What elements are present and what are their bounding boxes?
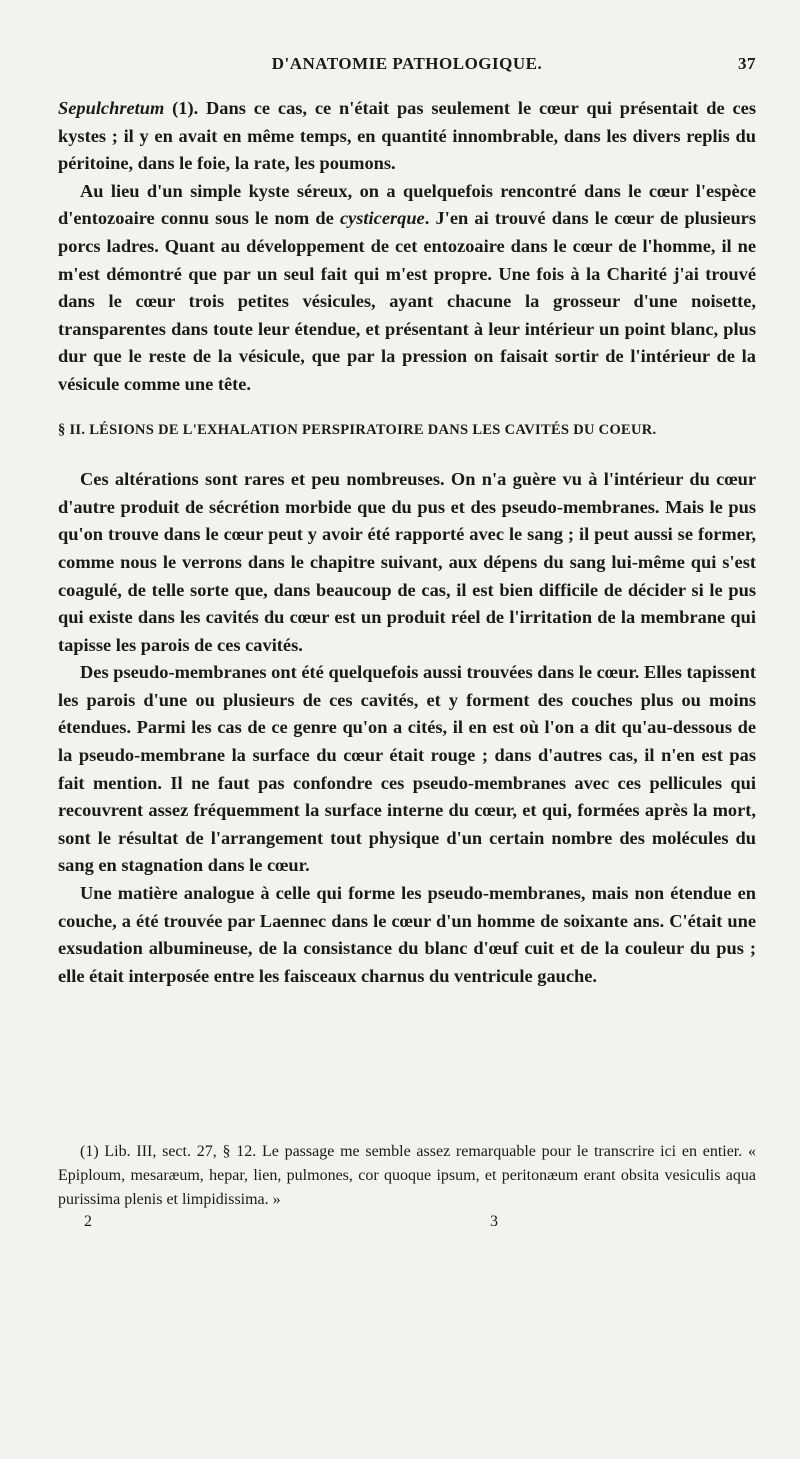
paragraph-2: [58, 178, 756, 399]
paragraph-1: [58, 95, 756, 178]
page-number: 37: [738, 54, 756, 73]
paragraph-1-text: (1). Dans ce cas, ce n'était pas seulement le cœur qui présentait de ces kystes ; il y en avait en même temps, en quantité innombrable, dans les divers replis du péritoine, dans le foie, la rate, les poumons.: [58, 98, 756, 174]
paragraph-3: Ces altérations sont rares et peu nombreuses. On n'a guère vu à l'intérieur du cœur d'autre produit de sécrétion morbide que du pus et des pseudo-membranes. Mais le pus qu'on trouve dans le cœur peut y avoir été rapporté avec le sang ; il peut aussi se former, comme nous le verrons dans le chapitre suivant, aux dépens du sang lui-même qui s'est coagulé, de telle sorte que, dans beaucoup de cas, il est bien difficile de décider si le pus qui existe dans les cavités du cœur est un produit réel de l'irritation de la membrane qui tapisse les parois de ces cavités.: [58, 469, 756, 655]
paragraph-2-end: . J'en ai trouvé dans le cœur de plusieurs porcs ladres. Quant au développement de cet entozoaire dans le cœur de l'homme, il ne m'est démontré que par un seul fait qui m'est propre. Une fois à la Charité j'ai trouvé dans le cœur trois petites vésicules, ayant chacune la grosseur d'une noisette, transparentes dans toute leur étendue, et présentant à leur intérieur un point blanc, plus dur que le reste de la vésicule, que par la pression on faisait sortir de l'intérieur de la vésicule comme une tête.: [58, 208, 756, 394]
running-title: D'ANATOMIE PATHOLOGIQUE.: [271, 54, 543, 73]
paragraph-2-start: Au lieu d'un simple kyste séreux, on a quelquefois rencontré dans le cœur l'espèce d'entozoaire connu sous le nom de: [58, 180, 756, 229]
footnote-text: (1) Lib. III, sect. 27, § 12. Le passage me semble assez remarquable pour le transcrire ici en entier. « Epiploum, mesaræum, hepar, lien, pulmones, cor quoque ipsum, et peritonæum erant obsita vesiculis aqua purissima plenis et limpidissima. »: [58, 1143, 756, 1208]
paragraph-2-term: cysticerque: [339, 208, 425, 229]
signature-left: 2: [84, 1213, 92, 1230]
paragraph-5: Une matière analogue à celle qui forme les pseudo-membranes, mais non étendue en couche, a été trouvée par Laennec dans le cœur d'un homme de soixante ans. C'était une exsudation albumineuse, de la consistance du blanc d'œuf cuit et de la couleur du pus ; elle était interposée entre les faisceaux charnus du ventricule gauche.: [58, 883, 756, 986]
paragraph-4: Des pseudo-membranes ont été quelquefois aussi trouvées dans le cœur. Elles tapissent les parois d'une ou plusieurs de ces cavités, et y forment des couches plus ou moins étendues. Parmi les cas de ce genre qu'on a cités, il en est où l'on a dit qu'au-dessous de la pseudo-membrane la surface du cœur était rouge ; dans d'autres cas, il n'en est pas fait mention. Il ne faut pas confondre ces pseudo-membranes avec ces pellicules qui recouvrent assez fréquemment la surface interne du cœur, et qui, formées après la mort, sont le résultat de l'arrangement tout physique d'un certain nombre des molécules du sang en stagnation dans le cœur.: [58, 662, 756, 876]
signature-right: 3: [490, 1213, 498, 1230]
running-header: [58, 54, 756, 80]
citation-title: Sepulchretum: [58, 98, 165, 118]
main-text: [58, 95, 756, 990]
section-heading: § II. LÉSIONS DE L'EXHALATION PERSPIRATOIRE DANS LES CAVITÉS DU COEUR.: [58, 421, 657, 438]
signature-marks: [0, 1213, 800, 1239]
footnote: [58, 1140, 756, 1212]
